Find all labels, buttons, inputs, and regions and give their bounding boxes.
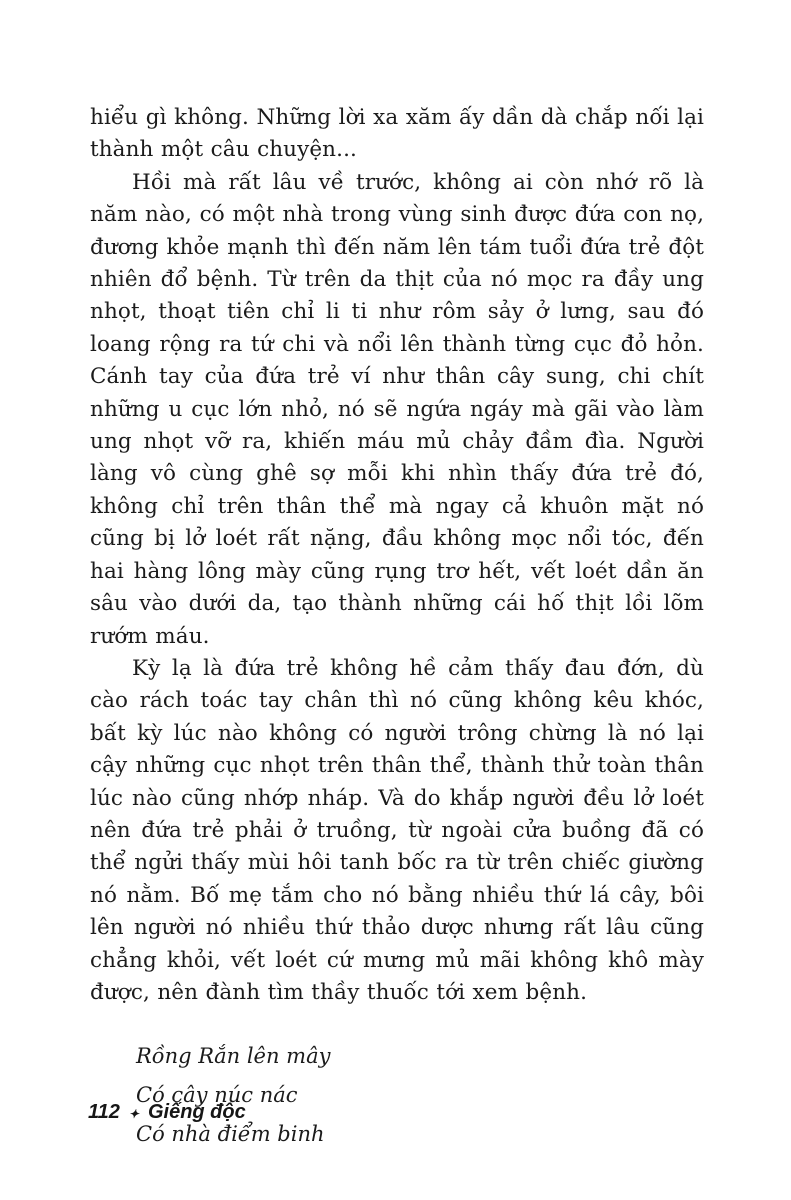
verse-block (136, 1037, 704, 1154)
verse-line: Có cây núc nác (136, 1083, 298, 1108)
footer-separator-icon: ✦ (128, 1106, 139, 1121)
page-text-block (90, 102, 704, 1154)
book-title: Giếng độc (147, 1101, 246, 1123)
page-footer (88, 1101, 246, 1124)
paragraph: Kỳ lạ là đứa trẻ không hề cảm thấy đau đớn, dù cào rách toác tay chân thì nó cũng không kêu khóc, bất kỳ lúc nào không có người trông chừng là nó lại cậy những cục nhọt trên thân thể, thành thử toàn thân lúc nào cũng nhớp nháp. Và do khắp người đều lở loét nên đứa trẻ phải ở truồng, từ ngoài cửa buồng đã có thể ngửi thấy mùi hôi tanh bốc ra từ trên chiếc giường nó nằm. Bố mẹ tắm cho nó bằng nhiều thứ lá cây, bôi lên người nó nhiều thứ thảo dược nhưng rất lâu cũng chẳng khỏi, vết loét cứ mưng mủ mãi không khô mày được, nên đành tìm thầy thuốc tới xem bệnh. (90, 655, 704, 1005)
paragraph: hiểu gì không. Những lời xa xăm ấy dần dà chắp nối lại thành một câu chuyện... (90, 105, 704, 163)
verse-line: Rồng Rắn lên mây (136, 1044, 331, 1069)
verse-line: Có nhà điểm binh (136, 1122, 325, 1147)
paragraph: Hồi mà rất lâu về trước, không ai còn nhớ rõ là năm nào, có một nhà trong vùng sinh được đứa con nọ, đương khỏe mạnh thì đến năm lên tám tuổi đứa trẻ đột nhiên đổ bệnh. Từ trên da thịt của nó mọc ra đầy ung nhọt, thoạt tiên chỉ li ti như rôm sảy ở lưng, sau đó loang rộng ra tứ chi và nổi lên thành từng cục đỏ hỏn. Cánh tay của đứa trẻ ví như thân cây sung, chi chít những u cục lớn nhỏ, nó sẽ ngứa ngáy mà gãi vào làm ung nhọt vỡ ra, khiến máu mủ chảy đầm đìa. Người làng vô cùng ghê sợ mỗi khi nhìn thấy đứa trẻ đó, không chỉ trên thân thể mà ngay cả khuôn mặt nó cũng bị lở loét rất nặng, đầu không mọc nổi tóc, đến hai hàng lông mày cũng rụng trơ hết, vết loét dần ăn sâu vào dưới da, tạo thành những cái hố thịt lồi lõm rướm máu. (90, 169, 704, 649)
page-number: 112 (88, 1101, 120, 1123)
